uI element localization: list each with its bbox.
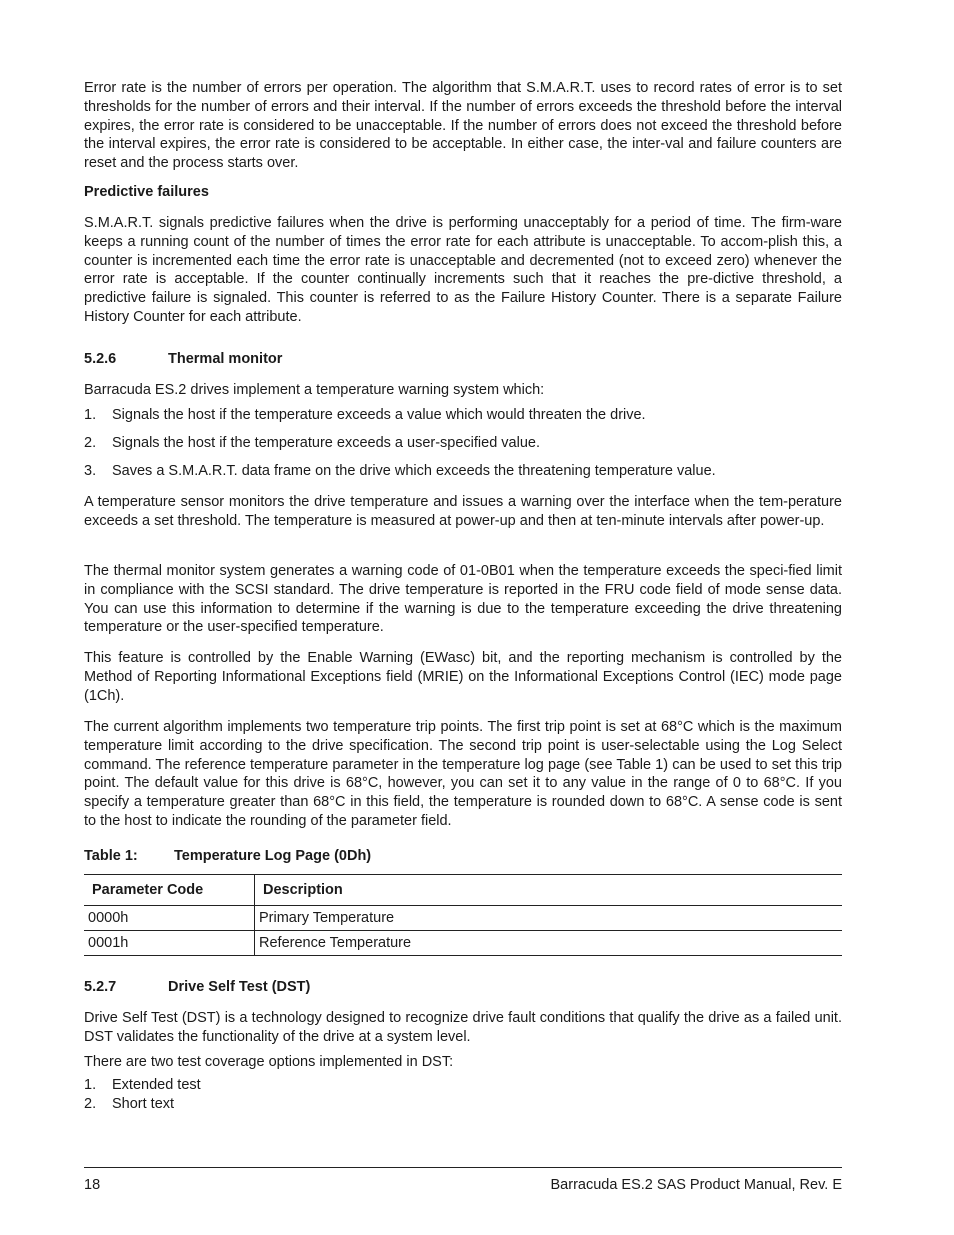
- list-item: [84, 406, 842, 425]
- column-header: Parameter Code: [84, 875, 255, 906]
- list-item: [84, 1076, 842, 1095]
- list-number: 2.: [84, 435, 97, 451]
- list-number: 2.: [84, 1096, 97, 1112]
- list-number: 1.: [84, 407, 97, 423]
- section-heading-527: [84, 978, 842, 997]
- list-number: 3.: [84, 463, 97, 479]
- section-title: Drive Self Test (DST): [168, 979, 311, 995]
- table-cell: 0001h: [84, 931, 255, 956]
- list-item: [84, 434, 842, 453]
- list-text: Signals the host if the temperature exceeds a user-specified value.: [112, 435, 540, 451]
- table-row: [84, 931, 842, 956]
- table-cell: Primary Temperature: [255, 906, 843, 931]
- paragraph-predictive-failures: S.M.A.R.T. signals predictive failures when the drive is performing unacceptably for a period of time. The firm-ware keeps a running count of the number of times the error rate for each attribute is unacceptable. To accom-plish this, a counter is incremented each time the error rate is unacceptable and decremented (not to exceed zero) whenever the error rate is acceptable. If the counter continually increments such that it reaches the pre-dictive threshold, a predictive failure is signaled. This counter is referred to as the Failure History Counter. There is a separate Failure History Counter for each attribute.: [84, 215, 842, 325]
- section-title: Thermal monitor: [168, 351, 283, 367]
- list-text: Short text: [112, 1096, 175, 1112]
- page-number: 18: [84, 1177, 101, 1193]
- table-header-row: [84, 875, 842, 906]
- footer-divider: [84, 1167, 842, 1168]
- paragraph-warning-code: The thermal monitor system generates a warning code of 01-0B01 when the temperature exceeds the speci-fied limit in compliance with the SCSI standard. The drive temperature is reported in the FRU code field of mode sense data. You can use this information to determine if the warning is due to the temperature exceeding the drive threatening temperature or the user-specified temperature.: [84, 563, 842, 636]
- list-item: [84, 1095, 842, 1114]
- list-text: Saves a S.M.A.R.T. data frame on the drive which exceeds the threatening temperature value.: [112, 463, 716, 479]
- table-caption: [84, 847, 842, 866]
- paragraph-error-rate: Error rate is the number of errors per operation. The algorithm that S.M.A.R.T. uses to record rates of error is to set thresholds for the number of errors and their interval. If the number of errors exceeds the threshold before the interval expires, the error rate is considered to be unacceptable. If the number of errors does not exceed the threshold before the interval expires, the error rate is considered to be acceptable. In either case, the inter-val and failure counters are reset and the process starts over.: [84, 80, 842, 172]
- heading-predictive-failures: Predictive failures: [84, 184, 209, 200]
- table-row: [84, 906, 842, 931]
- section-number: 5.2.7: [84, 979, 117, 995]
- paragraph-enable-warning: This feature is controlled by the Enable Warning (EWasc) bit, and the reporting mechanism is controlled by the Method of Reporting Informational Exceptions field (MRIE) on the Informational Exceptions Control (IEC) mode page (1Ch).: [84, 650, 842, 704]
- table-cell: 0000h: [84, 906, 255, 931]
- column-header: Description: [255, 875, 843, 906]
- paragraph-trip-points: The current algorithm implements two temperature trip points. The first trip point is set at 68°C which is the maximum temperature limit according to the drive specification. The second trip point is user-selectable using the Log Select command. The reference temperature parameter in the temperature log page (see Table 1) can be used to set this trip point. The default value for this drive is 68°C, however, you can set it to any value in the range of 0 to 68°C. If you specify a temperature greater than 68°C in this field, the temperature is rounded down to 68°C. A sense code is sent to the host to indicate the rounding of the parameter field.: [84, 719, 842, 829]
- section-number: 5.2.6: [84, 351, 117, 367]
- table-title: Temperature Log Page (0Dh): [174, 848, 372, 864]
- temperature-log-table: [84, 874, 842, 956]
- paragraph-thermal-intro: Barracuda ES.2 drives implement a temperature warning system which:: [84, 382, 545, 398]
- paragraph-dst-options: There are two test coverage options implemented in DST:: [84, 1054, 454, 1070]
- list-text: Extended test: [112, 1077, 201, 1093]
- list-text: Signals the host if the temperature exceeds a value which would threaten the drive.: [112, 407, 646, 423]
- table-cell: Reference Temperature: [255, 931, 843, 956]
- footer-document-title: Barracuda ES.2 SAS Product Manual, Rev. E: [550, 1177, 842, 1193]
- paragraph-sensor: A temperature sensor monitors the drive temperature and issues a warning over the interface when the tem-perature exceeds a set threshold. The temperature is measured at power-up and then at ten-minute intervals after power-up.: [84, 494, 842, 529]
- list-item: [84, 462, 842, 481]
- table-label: Table 1:: [84, 848, 138, 864]
- section-heading-526: [84, 350, 842, 369]
- paragraph-dst: Drive Self Test (DST) is a technology designed to recognize drive fault conditions that qualify the drive as a failed unit. DST validates the functionality of the drive at a system level.: [84, 1010, 842, 1045]
- list-number: 1.: [84, 1077, 97, 1093]
